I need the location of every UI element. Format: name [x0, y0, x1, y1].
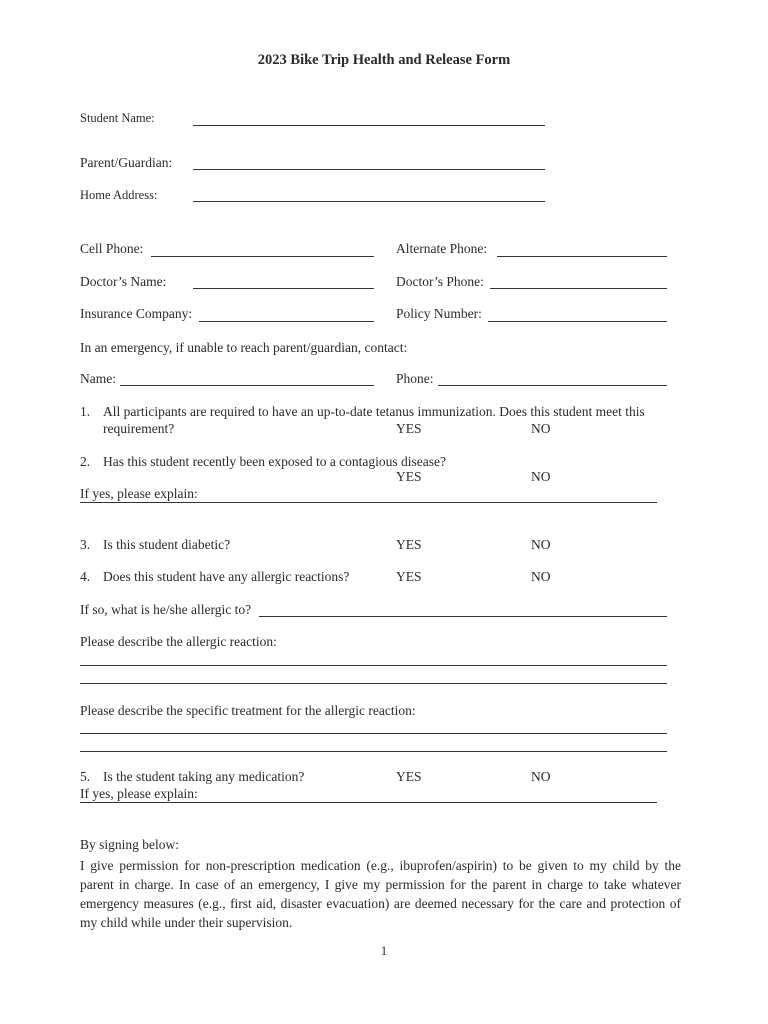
question-number: 3.	[80, 537, 91, 552]
doctor-name-label: Doctor’s Name:	[80, 274, 167, 289]
yes-option[interactable]: YES	[396, 469, 422, 484]
question-number: 4.	[80, 569, 91, 584]
question-1-text: All participants are required to have an up-to-date tetanus immunization. Does this student meet this	[103, 404, 645, 419]
question-2-text: Has this student recently been exposed to a contagious disease?	[103, 454, 447, 469]
reaction-field-line[interactable]	[80, 683, 667, 684]
question-3-text: Is this student diabetic?	[103, 537, 231, 552]
policy-number-label: Policy Number:	[396, 306, 482, 321]
reaction-field-line[interactable]	[80, 665, 667, 666]
no-option[interactable]: NO	[531, 469, 551, 484]
treatment-field-line[interactable]	[80, 733, 667, 734]
emergency-instruction: In an emergency, if unable to reach parent/guardian, contact:	[80, 340, 408, 355]
if-yes-explain-label: If yes, please explain:	[80, 786, 198, 801]
insurance-company-field[interactable]	[199, 321, 374, 322]
question-4-text: Does this student have any allergic reactions?	[103, 569, 350, 584]
yes-option[interactable]: YES	[396, 769, 422, 784]
alternate-phone-label: Alternate Phone:	[396, 241, 488, 256]
emergency-name-field[interactable]	[120, 385, 374, 386]
yes-option[interactable]: YES	[396, 569, 422, 584]
page-number: 1	[380, 943, 388, 958]
student-name-field[interactable]	[193, 125, 545, 126]
cell-phone-label: Cell Phone:	[80, 241, 144, 256]
describe-reaction-label: Please describe the allergic reaction:	[80, 634, 277, 649]
policy-number-field[interactable]	[488, 321, 667, 322]
no-option[interactable]: NO	[531, 769, 551, 784]
emergency-phone-field[interactable]	[438, 385, 667, 386]
doctor-phone-field[interactable]	[490, 288, 667, 289]
question-number: 5.	[80, 769, 91, 784]
question-1-text-cont: requirement?	[103, 421, 175, 436]
question-5-text: Is the student taking any medication?	[103, 769, 305, 784]
yes-option[interactable]: YES	[396, 421, 422, 436]
yes-option[interactable]: YES	[396, 537, 422, 552]
signing-intro: By signing below:	[80, 837, 180, 852]
doctor-phone-label: Doctor’s Phone:	[396, 274, 484, 289]
explain-field[interactable]	[80, 502, 657, 503]
no-option[interactable]: NO	[531, 569, 551, 584]
parent-guardian-field[interactable]	[193, 169, 545, 170]
allergic-to-field[interactable]	[259, 616, 667, 617]
doctor-name-field[interactable]	[193, 288, 374, 289]
alternate-phone-field[interactable]	[497, 256, 667, 257]
question-number: 2.	[80, 454, 91, 469]
treatment-field-line[interactable]	[80, 751, 667, 752]
home-address-field[interactable]	[193, 201, 545, 202]
permission-text: I give permission for non-prescription medication (e.g., ibuprofen/aspirin) to be given to my child by the parent in charge. In case of an emergency, I give my permission for the parent in charge to take whatever emergency measures (e.g., first aid, disaster evacuation) are deemed necessary for the care and protection of my child while under their supervision.	[80, 858, 681, 930]
student-name-label: Student Name:	[80, 111, 155, 125]
emergency-phone-label: Phone:	[396, 371, 434, 386]
question-number: 1.	[80, 404, 91, 419]
if-yes-explain-label: If yes, please explain:	[80, 486, 198, 501]
describe-treatment-label: Please describe the specific treatment for the allergic reaction:	[80, 703, 416, 718]
form-title: 2023 Bike Trip Health and Release Form	[257, 52, 511, 68]
no-option[interactable]: NO	[531, 537, 551, 552]
allergic-to-label: If so, what is he/she allergic to?	[80, 602, 252, 617]
cell-phone-field[interactable]	[151, 256, 374, 257]
insurance-company-label: Insurance Company:	[80, 306, 193, 321]
emergency-name-label: Name:	[80, 371, 116, 386]
parent-guardian-label: Parent/Guardian:	[80, 155, 173, 170]
home-address-label: Home Address:	[80, 188, 158, 202]
no-option[interactable]: NO	[531, 421, 551, 436]
medication-explain-field[interactable]	[80, 802, 657, 803]
